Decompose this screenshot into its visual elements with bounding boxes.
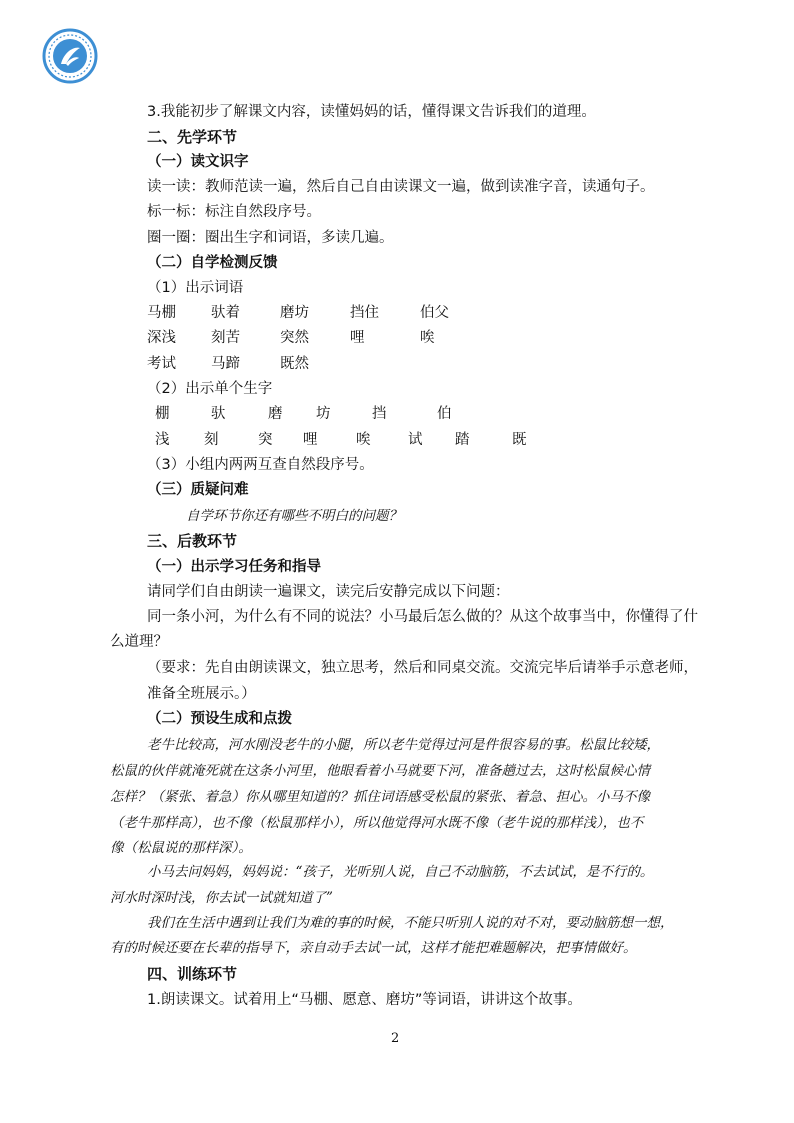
character-item: 浅 — [155, 432, 170, 448]
vocabulary-word: 马棚 — [147, 305, 176, 321]
text-line: 河水时深时浅，你去试一试就知道了” — [110, 890, 333, 906]
vocabulary-word: 唉 — [420, 330, 435, 346]
character-item: 驮 — [211, 406, 226, 422]
text-line: 请同学们自由朗读一遍课文，读完后安静完成以下问题： — [147, 584, 510, 600]
vocabulary-word: 哩 — [350, 330, 365, 346]
text-line: （3）小组内两两互查自然段序号。 — [147, 457, 374, 473]
subsection-heading: （二）自学检测反馈 — [147, 255, 278, 271]
text-line: （1）出示词语 — [147, 280, 244, 296]
character-item: 挡 — [372, 406, 387, 422]
vocabulary-word: 刻苦 — [211, 330, 240, 346]
subsection-heading: （三）质疑问难 — [147, 482, 249, 498]
character-item: 唉 — [356, 432, 371, 448]
text-line: 自学环节你还有哪些不明白的问题？ — [186, 508, 402, 524]
subsection-heading: （二）预设生成和点拨 — [147, 711, 292, 727]
vocabulary-word: 马蹄 — [211, 356, 240, 372]
text-line: 松鼠的伙伴就淹死就在这条小河里，他眼看着小马就要下河，准备趟过去，这时松鼠候心情 — [110, 763, 650, 779]
vocabulary-word: 挡住 — [350, 305, 379, 321]
vocabulary-word: 考试 — [147, 356, 176, 372]
text-line: （老牛那样高），也不像（松鼠那样小），所以他觉得河水既不像（老牛说的那样浅），也不 — [110, 815, 644, 831]
text-line: 小马去问妈妈，妈妈说：“孩子，光听别人说，自己不动脑筋，不去试试，是不行的。 — [147, 864, 654, 880]
character-item: 棚 — [155, 406, 170, 422]
section-heading: 二、先学环节 — [147, 128, 238, 146]
text-line: 像（松鼠说的那样深）。 — [110, 840, 252, 856]
character-item: 试 — [408, 432, 423, 448]
section-heading: 四、训练环节 — [147, 965, 238, 983]
subsection-heading: （一）读文识字 — [147, 154, 249, 170]
text-line: 1.朗读课文。试着用上“马棚、愿意、磨坊”等词语，讲讲这个故事。 — [147, 992, 582, 1008]
character-item: 伯 — [437, 406, 452, 422]
vocabulary-word: 磨坊 — [280, 305, 309, 321]
text-line: 圈一圈：圈出生字和词语，多读几遍。 — [147, 230, 394, 246]
character-item: 磨 — [268, 406, 283, 422]
text-line: 读一读：教师范读一遍，然后自己自由读课文一遍，做到读准字音，读通句子。 — [147, 179, 655, 195]
character-item: 刻 — [204, 432, 219, 448]
vocabulary-word: 深浅 — [147, 330, 176, 346]
text-line: （要求：先自由朗读课文，独立思考，然后和同桌交流。交流完毕后请举手示意老师， — [147, 660, 698, 676]
text-line: 老牛比较高，河水刚没老牛的小腿，所以老牛觉得过河是件很容易的事。松鼠比较矮， — [147, 737, 660, 753]
text-line: 怎样？（紧张、着急）你从哪里知道的？抓住词语感受松鼠的紧张、着急、担心。小马不像 — [110, 789, 650, 805]
character-item: 哩 — [303, 432, 318, 448]
character-item: 坊 — [316, 406, 331, 422]
character-item: 突 — [258, 432, 273, 448]
text-line: 有的时候还要在长辈的指导下，亲自动手去试一试，这样才能把难题解决，把事情做好。 — [110, 940, 637, 956]
text-line: 准备全班展示。） — [147, 686, 256, 702]
section-heading: 三、后教环节 — [147, 532, 238, 550]
text-line: 同一条小河，为什么有不同的说法？小马最后怎么做的？从这个故事当中，你懂得了什 — [147, 609, 698, 625]
text-line: （2）出示单个生字 — [147, 381, 273, 397]
character-item: 既 — [512, 432, 527, 448]
vocabulary-word: 伯父 — [420, 305, 449, 321]
subsection-heading: （一）出示学习任务和指导 — [147, 559, 321, 575]
vocabulary-word: 驮着 — [211, 305, 240, 321]
character-item: 踏 — [455, 432, 470, 448]
objective-3: 3.我能初步了解课文内容，读懂妈妈的话，懂得课文告诉我们的道理。 — [147, 104, 596, 120]
page-number: 2 — [391, 1031, 400, 1046]
text-line: 么道理？ — [110, 634, 168, 650]
text-line: 标一标：标注自然段序号。 — [147, 204, 321, 220]
vocabulary-word: 突然 — [280, 330, 309, 346]
vocabulary-word: 既然 — [280, 356, 309, 372]
logo-emblem-icon — [42, 28, 98, 84]
text-line: 我们在生活中遇到让我们为难的事的时候，不能只听别人说的对不对，要动脑筋想一想， — [147, 915, 674, 931]
